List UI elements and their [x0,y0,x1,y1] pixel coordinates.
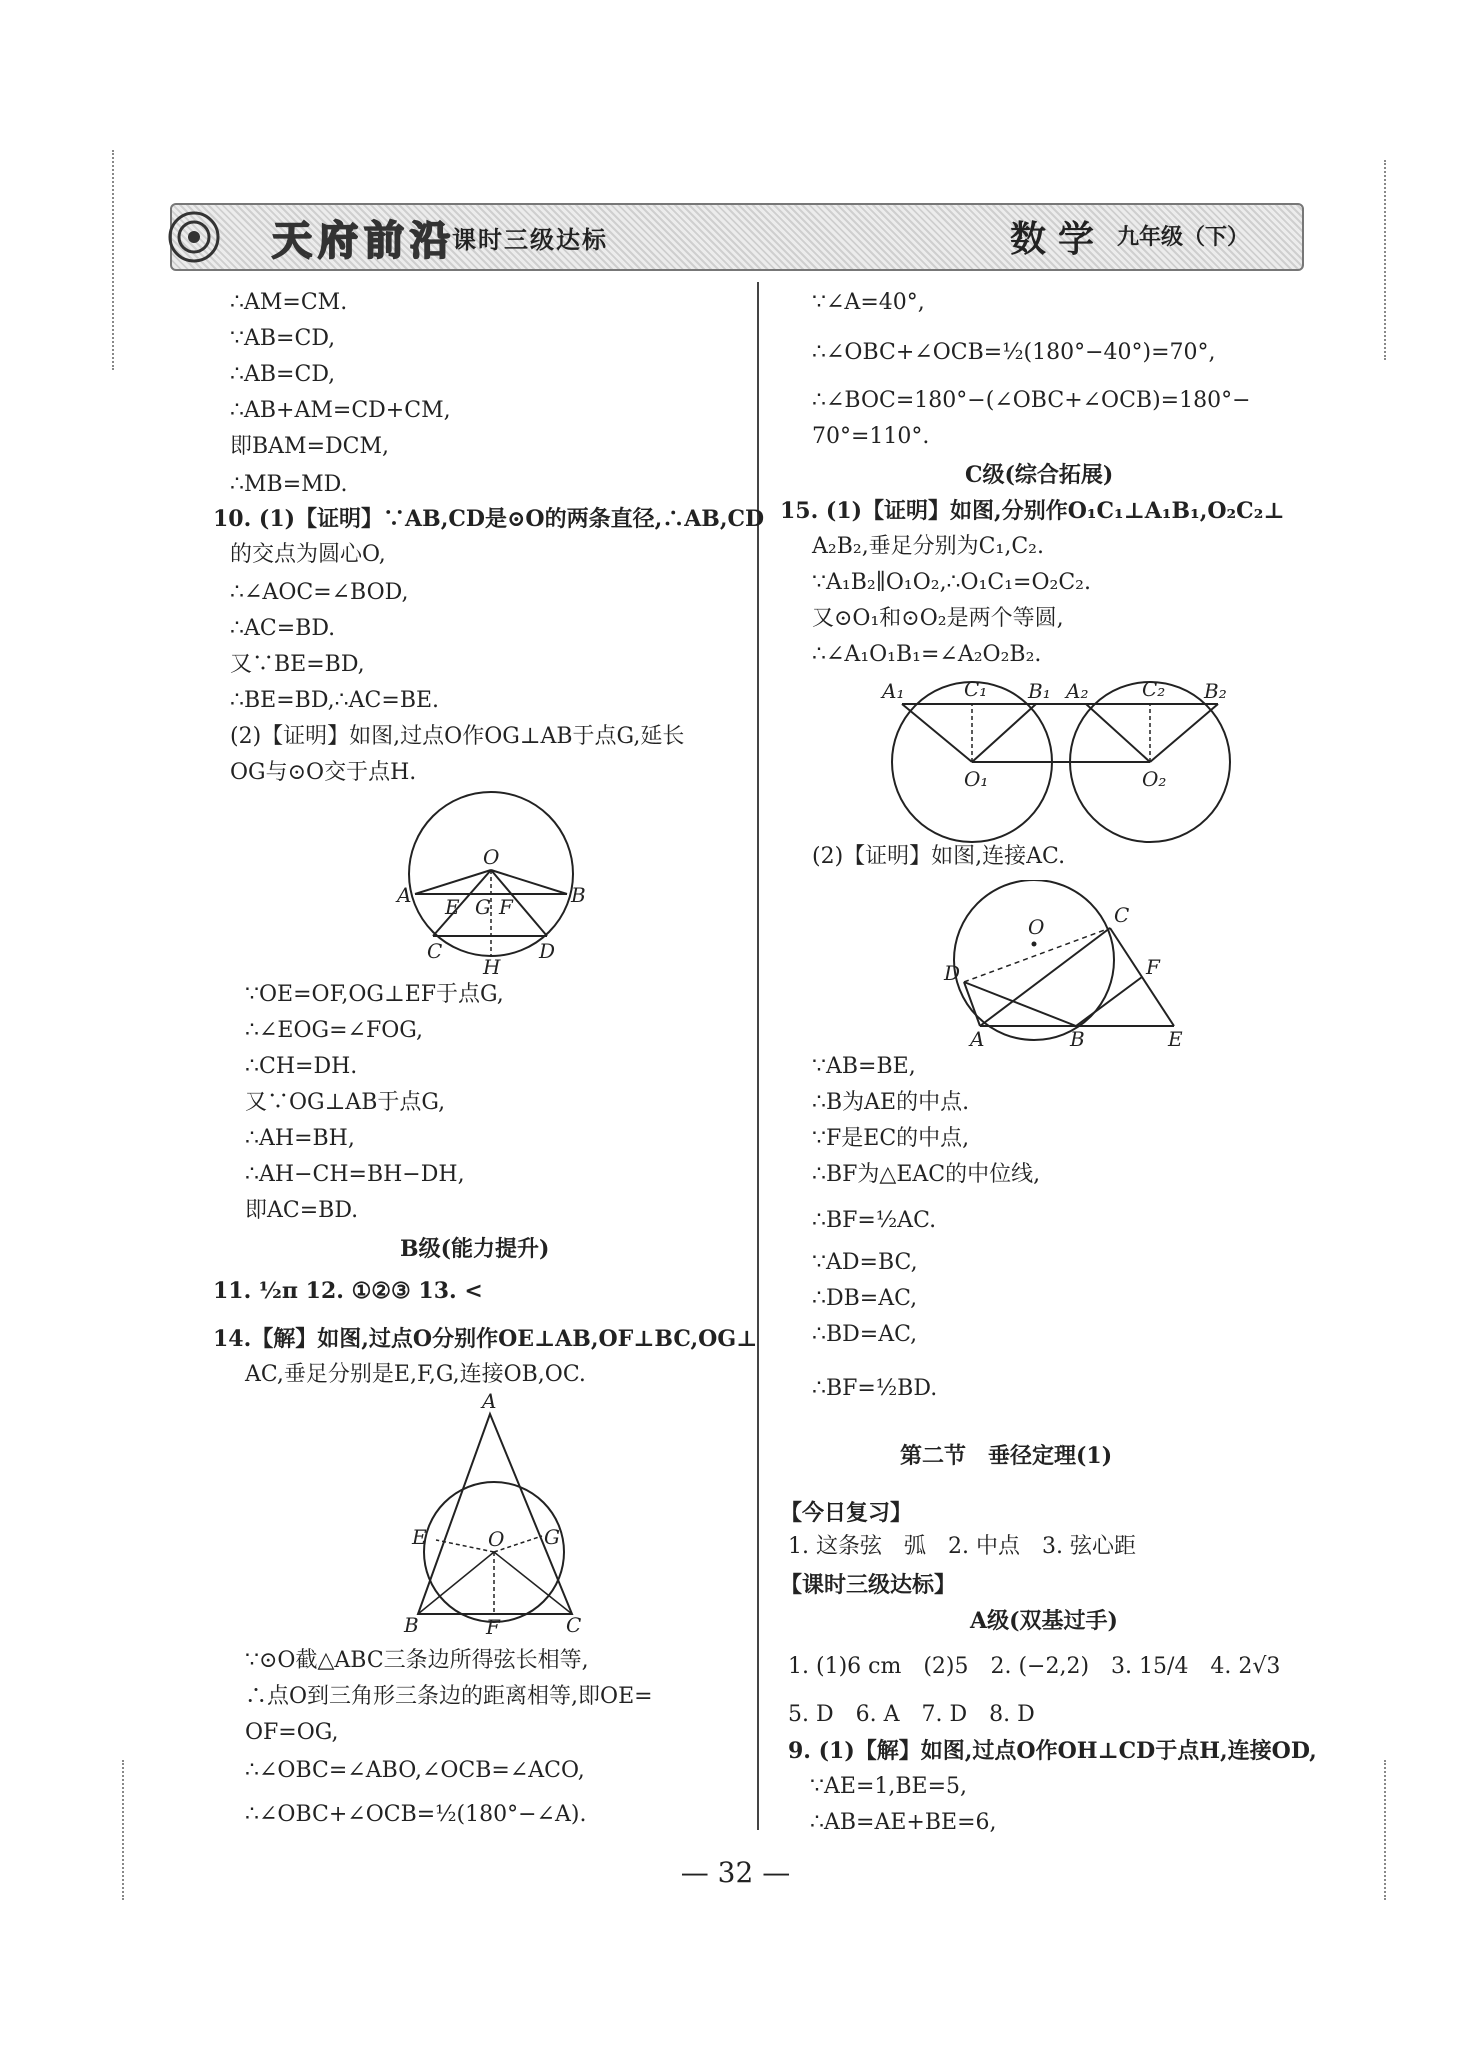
figure-label: G [544,1525,560,1549]
text-line: 70°=110°. [812,424,930,449]
figure-label: D [944,961,961,985]
text-line: ∴AM=CM. [230,290,348,315]
figure-label: D [539,939,556,963]
figure-label: F [499,895,513,919]
a-answers-5-8: 5. D 6. A 7. D 8. D [788,1702,1035,1727]
figure-label: B [1070,1027,1085,1050]
text-line: ∴BF=½BD. [812,1376,938,1401]
text-line: AC,垂足分别是E,F,G,连接OB,OC. [245,1362,586,1387]
figure-label: E [445,895,460,919]
text-line: ∴AC=BD. [230,616,336,641]
figure-label: A [970,1027,985,1050]
text-line: ∴∠EOG=∠FOG, [245,1018,424,1043]
text-line: ∴BD=AC, [812,1322,918,1347]
figure-label: A₁ [882,679,905,703]
figure-circle-chords [395,788,595,978]
figure-label: C [427,939,443,963]
figure-label: C₁ [964,677,988,701]
text-line: ∴AH=BH, [245,1126,355,1151]
answers-11-13: 11. ½π 12. ①②③ 13. < [213,1278,483,1304]
text-line: 即BAM=DCM, [230,434,390,459]
figure-circle-triangle [930,880,1200,1050]
figure-label: F [1146,955,1160,979]
text-line: 又∵OG⊥AB于点G, [245,1090,446,1115]
text-line: ∴∠BOC=180°−(∠OBC+∠OCB)=180°− [812,388,1251,413]
text-line: ∴BE=BD,∴AC=BE. [230,688,440,713]
text-line: 即AC=BD. [245,1198,359,1223]
text-line: 又⊙O₁和⊙O₂是两个等圆, [812,606,1064,631]
text-line: ∵F是EC的中点, [812,1126,970,1151]
figure-triangle-circle [400,1392,600,1642]
figure-label: O [483,845,500,869]
question-15: 15. (1)【证明】如图,分别作O₁C₁⊥A₁B₁,O₂C₂⊥ [780,498,1285,524]
figure-label: B [404,1613,419,1637]
figure-label: B₁ [1028,679,1051,703]
text-line: ∴AB=CD, [230,362,336,387]
question-10: 10. (1)【证明】∵AB,CD是⊙O的两条直径,∴AB,CD [213,506,765,532]
text-line: ∴∠AOC=∠BOD, [230,580,409,605]
text-line: A₂B₂,垂足分别为C₁,C₂. [812,534,1044,559]
text-line: ∴∠OBC+∠OCB=½(180°−40°)=70°, [812,340,1216,365]
text-line: ∴CH=DH. [245,1054,358,1079]
c-level-heading: C级(综合拓展) [965,462,1114,488]
figure-label: F [486,1615,500,1639]
figure-label: H [483,955,501,978]
section-title: 第二节 垂径定理(1) [900,1443,1113,1469]
figure-label: O [1028,915,1045,939]
page-number: — 32 — [680,1856,791,1889]
text-line: ∴MB=MD. [230,472,348,497]
question-9: 9. (1)【解】如图,过点O作OH⊥CD于点H,连接OD, [788,1738,1317,1764]
text-line: ∵OE=OF,OG⊥EF于点G, [245,982,504,1007]
text-line: (2)【证明】如图,过点O作OG⊥AB于点G,延长 [230,724,685,749]
text-line: 的交点为圆心O, [230,542,386,567]
text-line: 又∵BE=BD, [230,652,365,677]
brand-subtitle: 课时三级达标 [452,226,608,254]
text-line: ∵AD=BC, [812,1250,918,1275]
text-line: ∴B为AE的中点. [812,1090,970,1115]
text-line: ∵AB=BE, [812,1054,916,1079]
figure-label: C₂ [1142,677,1166,701]
figure-two-circles [880,676,1240,846]
page-header [170,203,1304,271]
figure-label: O₁ [964,767,989,791]
figure-label: O₂ [1142,767,1167,791]
text-line: OG与⊙O交于点H. [230,760,417,785]
text-line: ∵AB=CD, [230,326,336,351]
b-level-heading: B级(能力提升) [400,1236,550,1262]
text-line: ∵A₁B₂∥O₁O₂,∴O₁C₁=O₂C₂. [812,570,1091,595]
figure-label: B₂ [1204,679,1227,703]
level-heading: 【课时三级达标】 [780,1572,957,1598]
text-line: ∴AB=AE+BE=6, [810,1810,997,1835]
text-line: ∴BF为△EAC的中位线, [812,1162,1041,1187]
text-line: ∴∠OBC=∠ABO,∠OCB=∠ACO, [245,1758,585,1783]
text-line: ∵∠A=40°, [812,290,925,315]
figure-label: C [566,1613,582,1637]
figure-label: G [475,895,491,919]
text-line: ∴DB=AC, [812,1286,918,1311]
figure-label: A [397,883,412,907]
text-line: ∴AH−CH=BH−DH, [245,1162,465,1187]
text-line: ∵⊙O截△ABC三条边所得弦长相等, [245,1648,589,1673]
question-14: 14.【解】如图,过点O分别作OE⊥AB,OF⊥BC,OG⊥ [213,1326,758,1352]
a-answers-1-4: 1. (1)6 cm (2)5 2. (−2,2) 3. 15/4 4. 2√3 [788,1654,1281,1679]
text-line: ∴∠A₁O₁B₁=∠A₂O₂B₂. [812,642,1042,667]
figure-label: C [1114,903,1130,927]
grade-label: 九年级（下） [1117,225,1250,250]
figure-label: A [482,1392,497,1413]
text-line: ∵AE=1,BE=5, [810,1774,968,1799]
crop-mark-left [112,150,114,370]
review-heading: 【今日复习】 [780,1500,913,1526]
figure-label: B [571,883,586,907]
text-line: (2)【证明】如图,连接AC. [812,844,1066,869]
figure-label: O [488,1527,505,1551]
figure-label: A₂ [1066,679,1089,703]
text-line: ∴AB+AM=CD+CM, [230,398,451,423]
text-line: ∴∠OBC+∠OCB=½(180°−∠A). [245,1802,587,1827]
subject-label: 数学 [1010,219,1107,260]
text-line: ∴BF=½AC. [812,1208,937,1233]
figure-label: E [412,1525,427,1549]
a-level-heading: A级(双基过手) [970,1608,1118,1634]
brand-title: 天府前沿 [272,218,456,264]
crop-mark-right [1384,160,1386,360]
figure-label: E [1168,1027,1183,1050]
text-line: OF=OG, [245,1720,339,1745]
review-answers: 1. 这条弦 弧 2. 中点 3. 弦心距 [788,1534,1136,1559]
spiral-logo-icon [164,207,224,267]
text-line: ∴点O到三角形三条边的距离相等,即OE= [245,1684,653,1709]
